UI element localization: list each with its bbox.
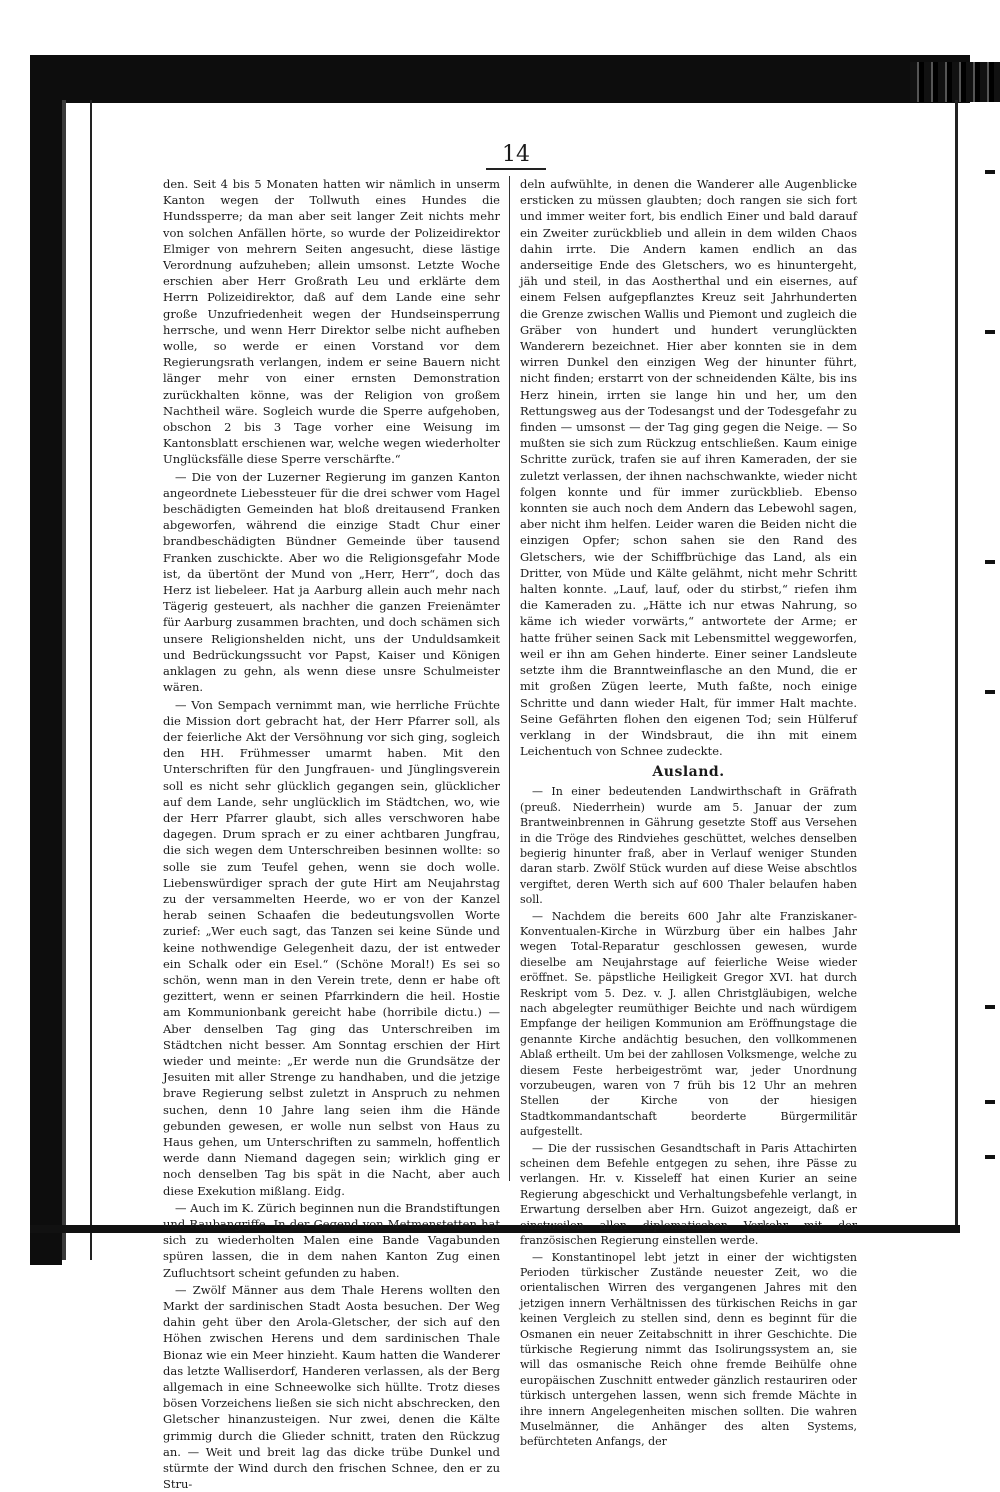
article-paragraph: — Die von der Luzerner Regierung im ganzen Kanton angeordnete Liebessteuer für die drei schwer vom Hagel beschädigten Gemeinden hat bloß dreitausend Franken abgeworfen, während die einzige Stadt Chur einer brandbeschädigten Bündner Gemeinde über tausend Franken zuschickte. Aber wo die Religionsgefahr Mode ist, da übertönt der Mund von „Herr, Herr“, doch das Herz ist liebeleer. Hat ja Aarburg allein auch mehr nach Tägerig gesteuert, als nachher die ganzen Freienämter für Aarburg zusammen brachten, und doch schämen sich unsere Religionshelden nicht, uns der Unduldsamkeit und Bedrückungssucht vor Papst, Kaiser und Königen anklagen zu gehn, als wenn diese unsre Schulmeister wären. <box>163 469 500 695</box>
scan-border-left-inner <box>62 100 66 1260</box>
page-number: 14 <box>486 142 546 170</box>
edge-mark <box>985 560 995 564</box>
scan-border-top <box>30 55 970 103</box>
page-edge-left <box>90 100 92 1260</box>
edge-mark <box>985 1155 995 1159</box>
newspaper-page <box>163 142 868 1492</box>
column-left <box>163 176 500 1492</box>
article-paragraph: — Die der russischen Gesandtschaft in Paris Attachirten scheinen dem Befehle entgegen zu sehen, ihre Pässe zu verlangen. Hr. v. Kisseleff hat einen Kurier an seine Regierung abgeschickt und Verhaltungsbefehle verlangt, in Erwartung derselben aber Hrn. Guizot angezeigt, daß er einstweilen allen diplomatischen Verkehr mit der französischen Regierung einstellen werde. <box>520 1141 857 1248</box>
section-heading: Ausland. <box>652 764 725 781</box>
column-right <box>520 176 857 1449</box>
article-paragraph: — Auch im K. Zürich beginnen nun die Brandstiftungen und Raubangriffe. In der Gegend von Metmenstetten hat sich zu wiederholten Malen eine Bande Vagabunden spüren lassen, die in dem nahen Kanton Zug einen Zufluchtsort scheint gefunden zu haben. <box>163 1200 500 1280</box>
edge-mark <box>985 330 995 334</box>
article-paragraph: deln aufwühlte, in denen die Wanderer alle Augenblicke ersticken zu müssen glaubten; doch rangen sie sich fort und immer weiter fort, bis endlich Einer und bald darauf ein Zweiter zurückblieb und allein in dem wilden Chaos dahin irrte. Die Andern kamen endlich an das anderseitige Ende des Gletschers, wo es hinuntergeht, jäh und steil, in das Aostherthal und ein eisernes, auf einem Felsen aufgepflanztes Kreuz seit Jahrhunderten die Grenze zwischen Wallis und Piemont und zugleich die Gräber von hundert und hundert verunglückten Wanderern bezeichnet. Hier aber konnten sie in dem wirren Dunkel den einzigen Weg der hinunter führt, nicht finden; erstarrt von der schneidenden Kälte, bis ins Herz hinein, irrten sie lange hin und her, um den Rettungsweg aus der Todesangst und der Todesgefahr zu finden — umsonst — der Tag ging gegen die Neige. — So mußten sie sich zum Rückzug entschließen. Kaum einige Schritte zurück, trafen sie auf ihren Kameraden, der sie zuletzt verlassen, der ihnen nachschwankte, wieder nicht folgen konnte und für immer zurückblieb. Ebenso konnten sie auch noch dem Andern das Lebewohl sagen, aber nicht ihm helfen. Leider waren die Beiden nicht die einzigen Opfer; schon sahen sie den Rand des Gletschers, wie der Schiffbrüchige das Land, als ein Dritter, von Müde und Kälte gelähmt, nicht mehr Schritt halten konnte. „Lauf, lauf, oder du stirbst,“ riefen ihm die Kameraden zu. „Hätte ich nur etwas Nahrung, so käme ich wieder vorwärts,“ antwortete der Arme; er hatte früher seinen Sack mit Lebensmittel weggeworfen, weil er ihn am Gehen hinderte. Einer seiner Landsleute setzte ihm die Branntweinflasche an den Mund, die er mit großen Zügen leerte, Muth faßte, noch einige Schritte und dann wieder Halt, für immer Halt machte. Seine Gefährten flohen den eigenen Tod; sein Hülferuf verklang in der Windsbraut, die ihn mit einem Leichentuch von Schnee zudeckte. <box>520 177 857 759</box>
scan-border-top-right <box>910 62 1000 102</box>
edge-mark <box>985 1100 995 1104</box>
column-divider <box>509 176 510 1181</box>
article-paragraph: — Zwölf Männer aus dem Thale Herens wollten den Markt der sardinischen Stadt Aosta besuchen. Der Weg dahin geht über den Arola-Gletscher, der sich auf den Höhen zwischen Herens und dem sardinischen Thale Bionaz wie ein Meer hinzieht. Kaum hatten die Wanderer das letzte Walliserdorf, Handeren verlassen, als der Berg allgemach in eine Schneewolke sich hüllte. Trotz dieses bösen Vorzeichens ließen sie sich nicht abschrecken, den Gletscher hinanzusteigen. Nur zwei, denen die Kälte grimmig durch die Glieder schnitt, traten den Rückzug an. — Weit und breit lag das dicke trübe Dunkel und stürmte der Wind durch den frischen Schnee, den er zu Stru- <box>163 1282 500 1492</box>
article-paragraph: — Konstantinopel lebt jetzt in einer der wichtigsten Perioden türkischer Zustände neuester Zeit, wo die orientalischen Wirren des vergangenen Jahres mit den jetzigen innern Verhältnissen des türkischen Reichs in gar keinen Vergleich zu stellen sind, denn es beginnt für die Osmanen ein neuer Zeitabschnitt in ihrer Geschichte. Die türkische Regierung nimmt das Isolirungssystem an, sie will das osmanische Reich ohne fremde Beihülfe ohne europäischen Zuschnitt entweder gänzlich restauriren oder türkisch untergehen lassen, wenn sich fremde Mächte in ihre innern Angelegenheiten mischen sollten. Die wahren Muselmänner, die Anhänger des alten Systems, befürchteten Anfangs, der <box>520 1250 857 1449</box>
article-paragraph: den. Seit 4 bis 5 Monaten hatten wir nämlich in unserm Kanton wegen der Tollwuth eines Hundes die Hundssperre; da man aber seit langer Zeit nichts mehr von solchen Anfällen hörte, so wurde der Polizeidirektor Elmiger von mehrern Seiten angesucht, diese lästige Verordnung aufzuheben; allein umsonst. Letzte Woche erschien aber Herr Großrath Leu und erklärte dem Herrn Polizeidirektor, daß auf dem Lande eine sehr große Unzufriedenheit wegen der Hundseinsperrung herrsche, und wenn Herr Direktor selbe nicht aufheben wolle, so werde er einen Vorstand vor dem Regierungsrath verlangen, indem er seine Bauern nicht länger mehr von einer ernsten Demonstration zurückhalten könne, was der Religion von großem Nachtheil wäre. Sogleich wurde die Sperre aufgehoben, obschon 2 bis 3 Tage vorher eine Weisung im Kantonsblatt erschienen war, welche wegen wiederholter Unglücksfälle diese Sperre verschärfte.“ <box>163 177 500 467</box>
scan-border-left <box>30 55 62 1265</box>
article-paragraph: — Nachdem die bereits 600 Jahr alte Franziskaner-Konventualen-Kirche in Würzburg über ein halbes Jahr wegen Total-Reparatur geschlossen gewesen, wurde dieselbe am Neujahrstage auf feierliche Weise wieder eröffnet. Se. päpstliche Heiligkeit Gregor XVI. hat durch Reskript vom 5. Dez. v. J. allen Christgläubigen, welche nach abgelegter reumüthiger Beichte und nach würdigem Empfange der heiligen Kommunion am Eröffnungstage die genannte Kirche andächtig besuchen, den vollkommenen Ablaß ertheilt. Um bei der zahllosen Volksmenge, welche zu diesem Feste herbeigeströmt war, jeder Unordnung vorzubeugen, waren von 7 früh bis 12 Uhr an mehren Stellen der Kirche von der hiesigen Stadtkommandantschaft beorderte Bürgermilitär aufgestellt. <box>520 909 857 1139</box>
article-paragraph: — Von Sempach vernimmt man, wie herrliche Früchte die Mission dort gebracht hat, der Herr Pfarrer soll, als der feierliche Akt der Versöhnung vor sich ging, sogleich den HH. Frühmesser umarmt haben. Mit den Unterschriften für den Jungfrauen- und Jünglingsverein soll es nicht sehr glücklich gegangen sein, glücklicher auf dem Lande, sehr unglücklich im Städtchen, wo, wie der Herr Pfarrer glaubt, sich alles verschworen habe dagegen. Drum sprach er zu einer achtbaren Jungfrau, die sich wegen dem Unterschreiben besinnen wollte: so solle sie zum Teufel gehen, wenn sie doch wolle. Liebenswürdiger sprach der gute Hirt am Neujahrstag zu der versammelten Heerde, wo er von der Kanzel herab seinen Schaafen die bedeutungsvollen Worte zurief: „Wer euch sagt, das Tanzen sei keine Sünde und keine nothwendige Gelegenheit dazu, der ist entweder ein Schalk oder ein Esel.“ (Schöne Moral!) Es sei so schön, wenn man in den Verein trete, denn er habe oft gezittert, wenn er seinen Pfarrkindern die heil. Hostie am Kommunionbank gereicht habe (horribile dictu.) — Aber denselben Tag ging das Unterschreiben im Städtchen nicht besser. Am Sonntag erschien der Hirt wieder und meinte: „Er werde nun die Grundsätze der Jesuiten mit aller Strenge zu handhaben, und die jetzige brave Regierung selbst zuletzt in Anspruch zu nehmen suchen, denn 10 Jahre lang seien ihm die Hände gebunden gewesen, er wolle nun selbst von Haus zu Haus gehen, um Unterschriften zu sammeln, hoffentlich werde dann Niemand dagegen sein; wirklich ging er noch denselben Tag bis spät in die Nacht, aber auch diese Exekution mißlang. Eidg. <box>163 697 500 1198</box>
edge-mark <box>985 170 995 174</box>
page-edge-right <box>955 100 958 1225</box>
edge-mark <box>985 1005 995 1009</box>
article-paragraph: — In einer bedeutenden Landwirthschaft in Gräfrath (preuß. Niederrhein) wurde am 5. Januar der zum Brantweinbrennen in Gährung gesetzte Stoff aus Versehen in die Tröge des Rindviehes geschüttet, welches denselben begierig hinunter fraß, aber in Verlauf weniger Stunden daran starb. Zwölf Stück wurden auf diese Weise abschtlos vergiftet, deren Werth sich auf 600 Thaler belaufen haben soll. <box>520 785 857 907</box>
edge-mark <box>985 690 995 694</box>
